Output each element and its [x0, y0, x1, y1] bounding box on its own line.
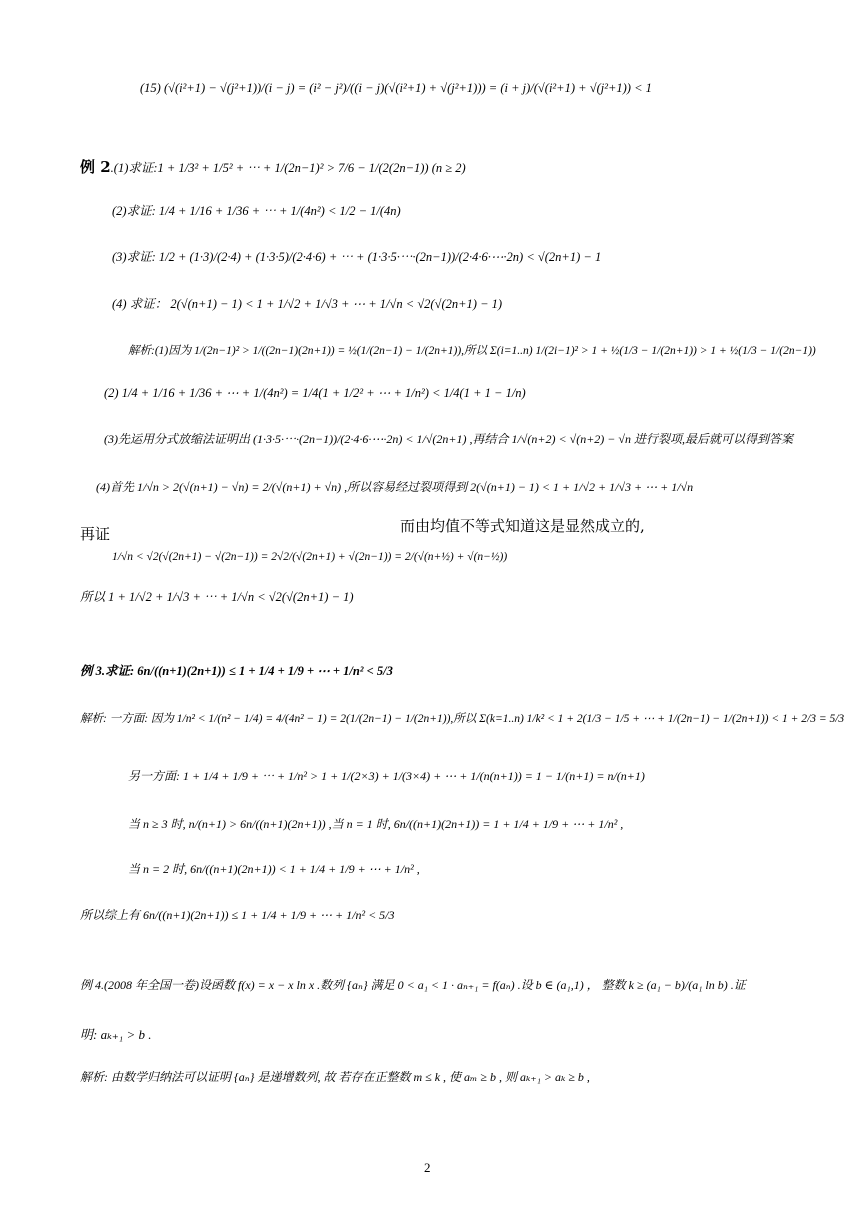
example-2-statement-1 — [80, 156, 466, 179]
solution-2-part-3: (3)先运用分式放缩法证明出 (1·3·5·⋯·(2n−1))/(2·4·6·⋯·2n) < 1/√(2n+1) ,再结合 1/√(n+2) < √(n+2) − √n 进行裂项,最后就可以得到答案 — [104, 432, 793, 446]
example-4-statement-cont: 明: aₖ₊₁ > b . — [80, 1027, 152, 1042]
solution-4-part-1: 解析: 由数学归纳法可以证明 {aₙ} 是递增数列, 故 若存在正整数 m ≤ k , 使 aₘ ≥ b , 则 aₖ₊₁ > aₖ ≥ b , — [80, 1070, 590, 1084]
example-2-part-1: .(1)求证:1 + 1/3² + 1/5² + ⋯ + 1/(2n−1)² > 7/6 − 1/(2(2n−1)) (n ≥ 2) — [110, 161, 466, 175]
solution-3-part-4: 当 n = 2 时, 6n/((n+1)(2n+1)) < 1 + 1/4 + 1/9 + ⋯ + 1/n² , — [128, 862, 420, 876]
example-2-statement-3: (3)求证: 1/2 + (1·3)/(2·4) + (1·3·5)/(2·4·6) + ⋯ + (1·3·5·⋯·(2n−1))/(2·4·6·⋯·2n) < √(2n+1) − 1 — [112, 250, 602, 264]
solution-2-conclusion: 所以 1 + 1/√2 + 1/√3 + ⋯ + 1/√n < √2(√(2n+1) − 1) — [80, 590, 354, 604]
solution-2-part-4: (4)首先 1/√n > 2(√(n+1) − √n) = 2/(√(n+1) + √n) ,所以容易经过裂项得到 2(√(n+1) − 1) < 1 + 1/√2 + 1/√3 + ⋯ + 1/√n — [96, 480, 694, 494]
example-2-label: 例 2 — [80, 158, 111, 176]
example-3-statement: 例 3.求证: 6n/((n+1)(2n+1)) ≤ 1 + 1/4 + 1/9 + ⋯ + 1/n² < 5/3 — [80, 664, 393, 678]
solution-3-conclusion: 所以综上有 6n/((n+1)(2n+1)) ≤ 1 + 1/4 + 1/9 + ⋯ + 1/n² < 5/3 — [80, 908, 395, 922]
solution-3-part-2: 另一方面: 1 + 1/4 + 1/9 + ⋯ + 1/n² > 1 + 1/(2×3) + 1/(3×4) + ⋯ + 1/(n(n+1)) = 1 − 1/(n+1) = n/(n+1) — [128, 769, 645, 783]
solution-2-part-2: (2) 1/4 + 1/16 + 1/36 + ⋯ + 1/(4n²) = 1/4(1 + 1/2² + ⋯ + 1/n²) < 1/4(1 + 1 − 1/n) — [104, 386, 526, 400]
solution-2-part-1: 解析:(1)因为 1/(2n−1)² > 1/((2n−1)(2n+1)) = ½(1/(2n−1) − 1/(2n+1)),所以 Σ(i=1..n) 1/(2i−1)² > 1 + ½(1/3 − 1/(2n+1)) > 1 + ½(1/3 − 1/(2n−1)) — [128, 345, 816, 357]
example-2-statement-4: (4) 求证： 2(√(n+1) − 1) < 1 + 1/√2 + 1/√3 + ⋯ + 1/√n < √2(√(2n+1) − 1) — [112, 297, 503, 311]
solution-2-part-5c: 而由均值不等式知道这是显然成立的, — [400, 517, 645, 535]
page-number: 2 — [424, 1160, 431, 1175]
solution-3-part-1: 解析: 一方面: 因为 1/n² < 1/(n² − 1/4) = 4/(4n² − 1) = 2(1/(2n−1) − 1/(2n+1)),所以 Σ(k=1..n) 1/k² < 1 + 2(1/3 − 1/5 + ⋯ + 1/(2n−1) − 1/(2n+1)) < 1 + 2/3 = 5/3 — [80, 713, 845, 725]
solution-2-part-5a: 再证 — [80, 525, 111, 543]
solution-3-part-3: 当 n ≥ 3 时, n/(n+1) > 6n/((n+1)(2n+1)) ,当 n = 1 时, 6n/((n+1)(2n+1)) = 1 + 1/4 + 1/9 + ⋯ + 1/n² , — [128, 817, 624, 831]
formula-line-15: (15) (√(i²+1) − √(j²+1))/(i − j) = (i² − j²)/((i − j)(√(i²+1) + √(j²+1))) = (i + j)/(√(i²+1) + √(j²+1)) < 1 — [140, 81, 652, 95]
example-4-statement: 例 4.(2008 年全国一卷)设函数 f(x) = x − x ln x .数列 {aₙ} 满足 0 < a₁ < 1 · aₙ₊₁ = f(aₙ) .设 b ∈ (a₁,1) ， 整数 k ≥ (a₁ − b)/(a₁ ln b) .证 — [80, 978, 746, 992]
example-2-statement-2: (2)求证: 1/4 + 1/16 + 1/36 + ⋯ + 1/(4n²) < 1/2 − 1/(4n) — [112, 204, 401, 218]
solution-2-part-5b: 1/√n < √2(√(2n+1) − √(2n−1)) = 2√2/(√(2n+1) + √(2n−1)) = 2/(√(n+½) + √(n−½)) — [112, 551, 508, 563]
